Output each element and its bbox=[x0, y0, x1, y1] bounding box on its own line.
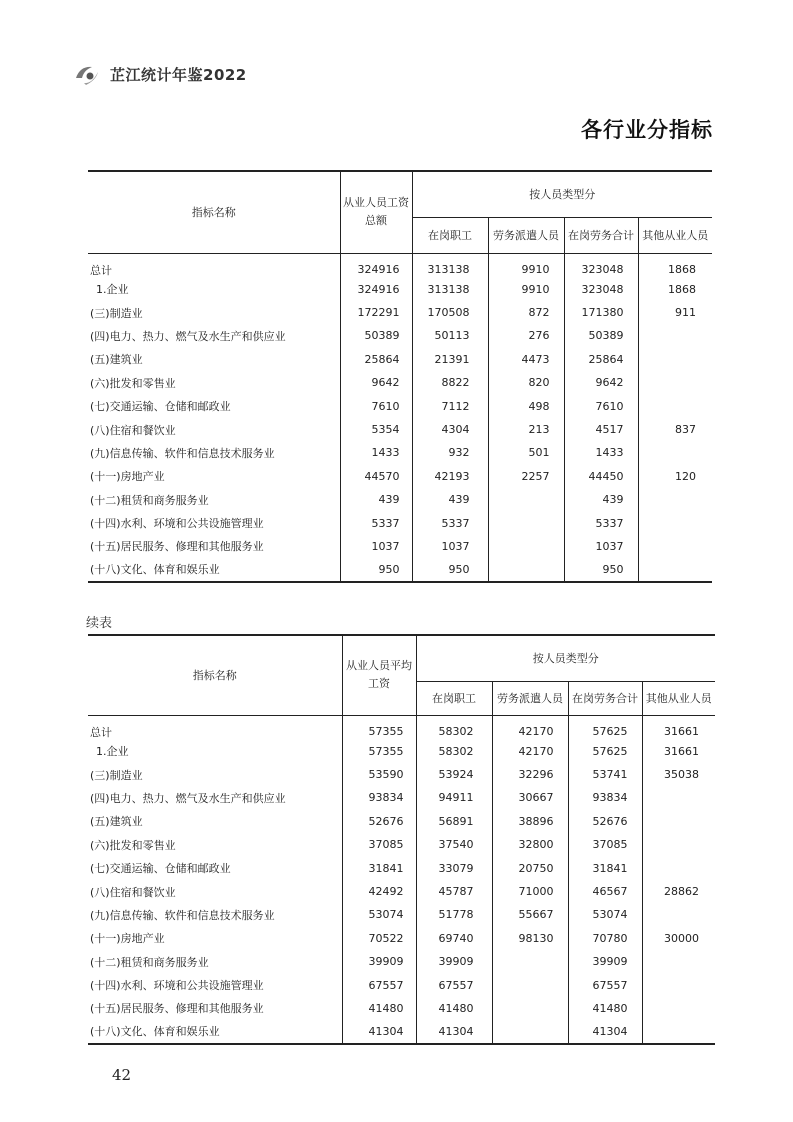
row-value-other: 1868 bbox=[668, 282, 696, 296]
row-value-other: 120 bbox=[675, 469, 696, 483]
header-total bbox=[340, 171, 412, 253]
row-indicator-name: (六)批发和零售业 bbox=[88, 833, 342, 856]
header-average-line1: 从业人员平均 bbox=[346, 659, 412, 673]
row-value-combined: 44450 bbox=[564, 465, 638, 488]
row-value-total: 1037 bbox=[340, 535, 412, 558]
table-row bbox=[88, 715, 715, 740]
row-value-combined: 9642 bbox=[564, 371, 638, 394]
row-value-combined: 50389 bbox=[564, 324, 638, 347]
header-indicator-name: 指标名称 bbox=[88, 171, 340, 253]
row-value-combined: 5337 bbox=[564, 511, 638, 534]
row-value-dispatch bbox=[488, 535, 564, 558]
row-value-other bbox=[638, 394, 712, 417]
row-value-dispatch: 9910 bbox=[488, 253, 564, 278]
row-value-total: 50389 bbox=[340, 324, 412, 347]
row-value-other bbox=[642, 973, 715, 996]
row-value-onpost: 313138 bbox=[412, 253, 488, 278]
row-value-onpost: 21391 bbox=[412, 348, 488, 371]
header-sub-onpost: 在岗职工 bbox=[412, 217, 488, 253]
row-value-combined: 439 bbox=[564, 488, 638, 511]
row-value-combined: 70780 bbox=[568, 927, 642, 950]
row-indicator-name: (十一)房地产业 bbox=[88, 927, 342, 950]
row-value-total: 44570 bbox=[340, 465, 412, 488]
row-value-dispatch bbox=[492, 950, 568, 973]
table-row bbox=[88, 324, 712, 347]
row-value-total: 42492 bbox=[342, 880, 416, 903]
row-value-total: 57355 bbox=[342, 715, 416, 740]
row-value-onpost: 1037 bbox=[412, 535, 488, 558]
row-value-dispatch: 32800 bbox=[492, 833, 568, 856]
row-value-total: 324916 bbox=[340, 253, 412, 278]
row-value-onpost: 45787 bbox=[416, 880, 492, 903]
row-value-other bbox=[638, 324, 712, 347]
row-indicator-name: (五)建筑业 bbox=[88, 810, 342, 833]
row-indicator-name: (十二)租赁和商务服务业 bbox=[88, 950, 342, 973]
row-indicator-name: (十八)文化、体育和娱乐业 bbox=[88, 1020, 342, 1043]
row-value-onpost: 950 bbox=[412, 558, 488, 581]
table-row bbox=[88, 465, 712, 488]
row-value-other: 31661 bbox=[664, 725, 699, 738]
row-value-onpost: 50113 bbox=[412, 324, 488, 347]
row-value-onpost: 8822 bbox=[412, 371, 488, 394]
row-value-total: 25864 bbox=[340, 348, 412, 371]
row-value-other bbox=[638, 371, 712, 394]
table-row bbox=[88, 786, 715, 809]
row-value-onpost: 39909 bbox=[416, 950, 492, 973]
row-value-total: 41480 bbox=[342, 997, 416, 1020]
row-value-other bbox=[642, 1020, 715, 1043]
row-value-dispatch: 98130 bbox=[492, 927, 568, 950]
section-title: 各行业分指标 bbox=[581, 118, 713, 142]
row-value-dispatch: 872 bbox=[488, 301, 564, 324]
row-value-combined: 53741 bbox=[568, 763, 642, 786]
row-value-other bbox=[638, 535, 712, 558]
row-value-total: 5337 bbox=[340, 511, 412, 534]
row-value-other bbox=[642, 856, 715, 879]
row-value-onpost: 94911 bbox=[416, 786, 492, 809]
row-value-other bbox=[642, 903, 715, 926]
row-value-dispatch bbox=[488, 558, 564, 581]
row-value-dispatch: 42170 bbox=[492, 715, 568, 740]
row-value-onpost: 313138 bbox=[412, 278, 488, 301]
row-value-total: 37085 bbox=[342, 833, 416, 856]
row-value-other: 30000 bbox=[664, 931, 699, 945]
header-sub-combined: 在岗劳务合计 bbox=[564, 217, 638, 253]
row-value-combined: 171380 bbox=[564, 301, 638, 324]
table-row bbox=[88, 997, 715, 1020]
header-sub-onpost: 在岗职工 bbox=[416, 681, 492, 715]
header-group: 按人员类型分 bbox=[416, 635, 715, 681]
row-value-other bbox=[638, 348, 712, 371]
book-title: 芷江统计年鉴2022 bbox=[110, 66, 247, 84]
row-value-total: 9642 bbox=[340, 371, 412, 394]
table-row bbox=[88, 535, 712, 558]
row-indicator-name: (八)住宿和餐饮业 bbox=[88, 880, 342, 903]
header-sub-other: 其他从业人员 bbox=[642, 681, 715, 715]
row-value-total: 5354 bbox=[340, 418, 412, 441]
row-indicator-name: (十四)水利、环境和公共设施管理业 bbox=[88, 973, 342, 996]
row-value-onpost: 37540 bbox=[416, 833, 492, 856]
row-value-onpost: 33079 bbox=[416, 856, 492, 879]
row-value-dispatch: 213 bbox=[488, 418, 564, 441]
row-value-total: 950 bbox=[340, 558, 412, 581]
row-value-combined: 46567 bbox=[568, 880, 642, 903]
row-indicator-name: (十四)水利、环境和公共设施管理业 bbox=[88, 511, 340, 534]
row-value-dispatch: 498 bbox=[488, 394, 564, 417]
row-value-onpost: 69740 bbox=[416, 927, 492, 950]
row-indicator-name: (四)电力、热力、燃气及水生产和供应业 bbox=[88, 786, 342, 809]
table-row bbox=[88, 558, 712, 581]
row-indicator-name: (三)制造业 bbox=[88, 301, 340, 324]
row-value-combined: 52676 bbox=[568, 810, 642, 833]
table-row bbox=[88, 394, 712, 417]
row-value-total: 53074 bbox=[342, 903, 416, 926]
row-indicator-name: (十五)居民服务、修理和其他服务业 bbox=[88, 997, 342, 1020]
row-value-onpost: 67557 bbox=[416, 973, 492, 996]
row-value-total: 1433 bbox=[340, 441, 412, 464]
row-indicator-name: (十二)租赁和商务服务业 bbox=[88, 488, 340, 511]
page-number: 42 bbox=[112, 1066, 132, 1084]
row-value-total: 52676 bbox=[342, 810, 416, 833]
row-value-dispatch bbox=[488, 511, 564, 534]
row-value-total: 439 bbox=[340, 488, 412, 511]
row-indicator-name: (九)信息传输、软件和信息技术服务业 bbox=[88, 441, 340, 464]
row-value-combined: 7610 bbox=[564, 394, 638, 417]
row-indicator-name: 1.企业 bbox=[88, 740, 342, 763]
header-sub-dispatch: 劳务派遣人员 bbox=[488, 217, 564, 253]
row-value-combined: 25864 bbox=[564, 348, 638, 371]
row-indicator-name: 总计 bbox=[88, 715, 342, 740]
row-value-combined: 1433 bbox=[564, 441, 638, 464]
row-value-dispatch: 38896 bbox=[492, 810, 568, 833]
table-row bbox=[88, 740, 715, 763]
yearbook-logo-icon bbox=[72, 64, 104, 86]
row-value-dispatch: 20750 bbox=[492, 856, 568, 879]
table-row bbox=[88, 488, 712, 511]
row-value-other bbox=[642, 997, 715, 1020]
row-value-dispatch: 55667 bbox=[492, 903, 568, 926]
table-row bbox=[88, 973, 715, 996]
row-value-onpost: 56891 bbox=[416, 810, 492, 833]
row-value-other: 837 bbox=[675, 423, 696, 437]
row-indicator-name: (九)信息传输、软件和信息技术服务业 bbox=[88, 903, 342, 926]
header-total-line2: 总额 bbox=[365, 214, 387, 228]
table-row bbox=[88, 301, 712, 324]
row-indicator-name: (六)批发和零售业 bbox=[88, 371, 340, 394]
row-value-onpost: 439 bbox=[412, 488, 488, 511]
header-indicator-name: 指标名称 bbox=[88, 635, 342, 715]
header-total-line1: 从业人员工资 bbox=[343, 196, 409, 210]
table-row bbox=[88, 348, 712, 371]
row-value-combined: 323048 bbox=[564, 253, 638, 278]
row-value-other: 35038 bbox=[664, 768, 699, 782]
row-value-total: 70522 bbox=[342, 927, 416, 950]
header-group: 按人员类型分 bbox=[412, 171, 712, 217]
row-value-onpost: 58302 bbox=[416, 715, 492, 740]
row-value-total: 31841 bbox=[342, 856, 416, 879]
row-value-combined: 323048 bbox=[564, 278, 638, 301]
table-row bbox=[88, 253, 712, 278]
row-value-combined: 57625 bbox=[568, 740, 642, 763]
row-value-onpost: 41480 bbox=[416, 997, 492, 1020]
row-value-onpost: 42193 bbox=[412, 465, 488, 488]
row-value-other bbox=[642, 786, 715, 809]
row-value-dispatch bbox=[492, 997, 568, 1020]
row-value-other: 31661 bbox=[664, 744, 699, 758]
table-row bbox=[88, 833, 715, 856]
row-value-total: 57355 bbox=[342, 740, 416, 763]
row-value-other: 1868 bbox=[668, 263, 696, 276]
row-value-other bbox=[638, 488, 712, 511]
row-value-combined: 41480 bbox=[568, 997, 642, 1020]
header-sub-other: 其他从业人员 bbox=[638, 217, 712, 253]
row-value-combined: 41304 bbox=[568, 1020, 642, 1043]
row-value-onpost: 932 bbox=[412, 441, 488, 464]
row-value-combined: 1037 bbox=[564, 535, 638, 558]
row-indicator-name: (十一)房地产业 bbox=[88, 465, 340, 488]
row-value-dispatch: 42170 bbox=[492, 740, 568, 763]
row-value-dispatch: 501 bbox=[488, 441, 564, 464]
row-value-onpost: 41304 bbox=[416, 1020, 492, 1043]
row-value-total: 53590 bbox=[342, 763, 416, 786]
row-value-other bbox=[638, 441, 712, 464]
row-value-dispatch: 32296 bbox=[492, 763, 568, 786]
table-row bbox=[88, 950, 715, 973]
row-value-total: 93834 bbox=[342, 786, 416, 809]
row-value-onpost: 4304 bbox=[412, 418, 488, 441]
continuation-label: 续表 bbox=[86, 616, 113, 631]
row-indicator-name: (十五)居民服务、修理和其他服务业 bbox=[88, 535, 340, 558]
row-value-other bbox=[638, 511, 712, 534]
row-value-combined: 53074 bbox=[568, 903, 642, 926]
row-value-onpost: 53924 bbox=[416, 763, 492, 786]
table-row bbox=[88, 441, 712, 464]
row-value-combined: 37085 bbox=[568, 833, 642, 856]
row-indicator-name: 1.企业 bbox=[88, 278, 340, 301]
table-row bbox=[88, 903, 715, 926]
row-value-dispatch: 820 bbox=[488, 371, 564, 394]
row-value-dispatch: 9910 bbox=[488, 278, 564, 301]
row-value-total: 39909 bbox=[342, 950, 416, 973]
table-row bbox=[88, 418, 712, 441]
row-value-dispatch: 276 bbox=[488, 324, 564, 347]
row-value-onpost: 51778 bbox=[416, 903, 492, 926]
row-value-dispatch: 4473 bbox=[488, 348, 564, 371]
row-value-other: 911 bbox=[675, 306, 696, 320]
row-indicator-name: (七)交通运输、仓储和邮政业 bbox=[88, 394, 340, 417]
row-value-total: 324916 bbox=[340, 278, 412, 301]
table-row bbox=[88, 880, 715, 903]
wage-total-table bbox=[88, 170, 712, 583]
wage-average-table bbox=[88, 634, 715, 1045]
header-sub-combined: 在岗劳务合计 bbox=[568, 681, 642, 715]
row-value-other bbox=[642, 950, 715, 973]
header-average bbox=[342, 635, 416, 715]
row-value-total: 7610 bbox=[340, 394, 412, 417]
row-value-combined: 4517 bbox=[564, 418, 638, 441]
row-indicator-name: (三)制造业 bbox=[88, 763, 342, 786]
row-indicator-name: (五)建筑业 bbox=[88, 348, 340, 371]
row-indicator-name: 总计 bbox=[88, 253, 340, 278]
row-value-dispatch: 30667 bbox=[492, 786, 568, 809]
row-value-combined: 39909 bbox=[568, 950, 642, 973]
header-average-line2: 工资 bbox=[368, 677, 390, 691]
row-value-total: 67557 bbox=[342, 973, 416, 996]
row-value-total: 172291 bbox=[340, 301, 412, 324]
row-value-dispatch: 71000 bbox=[492, 880, 568, 903]
row-value-dispatch bbox=[492, 1020, 568, 1043]
row-value-dispatch: 2257 bbox=[488, 465, 564, 488]
table-row bbox=[88, 371, 712, 394]
row-value-onpost: 58302 bbox=[416, 740, 492, 763]
row-value-other bbox=[642, 810, 715, 833]
row-value-combined: 67557 bbox=[568, 973, 642, 996]
row-value-onpost: 170508 bbox=[412, 301, 488, 324]
row-value-combined: 950 bbox=[564, 558, 638, 581]
row-indicator-name: (八)住宿和餐饮业 bbox=[88, 418, 340, 441]
table-row bbox=[88, 1020, 715, 1043]
row-value-dispatch bbox=[492, 973, 568, 996]
row-value-combined: 31841 bbox=[568, 856, 642, 879]
row-value-total: 41304 bbox=[342, 1020, 416, 1043]
row-indicator-name: (七)交通运输、仓储和邮政业 bbox=[88, 856, 342, 879]
row-value-combined: 93834 bbox=[568, 786, 642, 809]
table-row bbox=[88, 278, 712, 301]
row-indicator-name: (十八)文化、体育和娱乐业 bbox=[88, 558, 340, 581]
row-value-onpost: 7112 bbox=[412, 394, 488, 417]
row-value-onpost: 5337 bbox=[412, 511, 488, 534]
header-sub-dispatch: 劳务派遣人员 bbox=[492, 681, 568, 715]
row-indicator-name: (四)电力、热力、燃气及水生产和供应业 bbox=[88, 324, 340, 347]
table-row bbox=[88, 763, 715, 786]
row-value-other: 28862 bbox=[664, 885, 699, 899]
table-row bbox=[88, 511, 712, 534]
table-row bbox=[88, 856, 715, 879]
table-row bbox=[88, 927, 715, 950]
row-value-dispatch bbox=[488, 488, 564, 511]
table-row bbox=[88, 810, 715, 833]
row-value-combined: 57625 bbox=[568, 715, 642, 740]
row-value-other bbox=[642, 833, 715, 856]
row-value-other bbox=[638, 558, 712, 581]
